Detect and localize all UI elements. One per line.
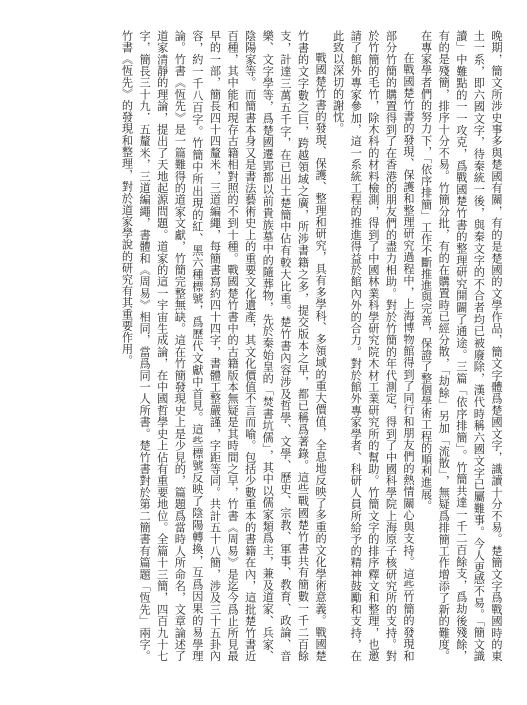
vertical-text-body <box>22 30 505 662</box>
paragraph-3: 戰國楚竹書的發現、保護、整理和研究，具有多學科、多領域的重大價值，全息地反映了多重的文化學術意義。戰國楚竹書的文字數之巨，跨越領域之廣，所涉書籍之多，提交版本之早，都已稱爲著錄。這些戰國楚竹書共有簡數一千二百餘支，計達三萬五千字，在已出土楚簡中佔有較大比重。楚竹書內容涉及哲學、文學、歷史、宗教、軍事、教育、政論、音樂、文字學等，爲楚國遷郢都以前貴族墓中的隨葬物，先於秦始皇的「焚書坑儒」，其中以儒家類爲主，兼及道家、兵家、陰陽家等。而簡書本身又是書法藝術史上的重要文化遺產，其文化價值不言而喻。包括少數重本的書籍在內，這批楚竹書近百種，其中能和現存古籍相對照的不到十種。戰國楚竹書中的古籍版本無疑是其時間之早，竹書《周易》是迄今爲止所見最早的一部，簡長四十四釐米，三道編繩，每簡書寫約四十四字，書體工整嚴謹，字距等同。共計五十八簡，涉及三十五卦內容，約一千八百字。竹簡中所出現的紅、黑六種標號，爲歷代文獻中首見。這些標號反映了陰陽轉換，互爲因果的易學理論。竹書《恆先》是一篇難得的道家文獻，竹簡完整無缺。這在竹簡發現史上是少見的，篇題爲當時人所命名，文章論述了道家清靜的理論，提出了天地起源問題。道家的這一宇宙生成論，在中國哲學史上佔有重要地位。全篇十三簡，四百九十七字，簡長三十九．五釐米，三道編繩，書體和《周易》相同，當爲同一人所書。楚竹書對於第二簡書有篇題「恆先」兩字。竹書《恆先》的發現和整理，對於道家學說的研究有其重要作用。 <box>120 30 328 662</box>
paragraph-1: 晚期，簡文所涉史事多與楚國有關，有的是楚國的文學作品，簡文字體爲楚國文字，識讀十分不易。楚簡文字爲戰國時的東土一系，即六國文字，待秦統一後，與秦文字的不合者均已被廢除，漢代時稱六國文字已屬難事。今人更感不易。「簡文識讀」中難點的一一攻克，爲戰國楚竹書的整理研究開闢了通途。三篇「依序排簡」。竹簡共達一千二百餘支，爲劫後殘餘，有的是殘簡，排序十分不易。竹簡分批，有的在購置時已經分散，「劫餘」另加「流散」，無疑爲排簡工作增添了新的難度。在專家學者們的努力下，「依序排簡」工作不斷推進與完善，保證了整個學術工程的順利進展。 <box>419 30 503 662</box>
paragraph-2: 在戰國楚竹書的發現、保護和整理研究過程中，上海博物館得到了同行和朋友們的熱情關心與支持。這些竹簡的發現和部分竹簡的購置得到了在香港的朋友們的盡力相助。對於竹簡的年代測定，得到了中國科學院上海原子核研究所的支持。對於竹簡的毛竹，除木科的材料檢測，得到了中國林業科學研究院木材工業研究所的幫助。竹簡文字的排序釋文和整理，也邀請了館外專家參加，這一系統工程的推進得益於館內外的合力。對於館外專家學者、科研人員所給予的精神鼓勵和支持，在此致以深切的謝忱。 <box>331 30 416 662</box>
